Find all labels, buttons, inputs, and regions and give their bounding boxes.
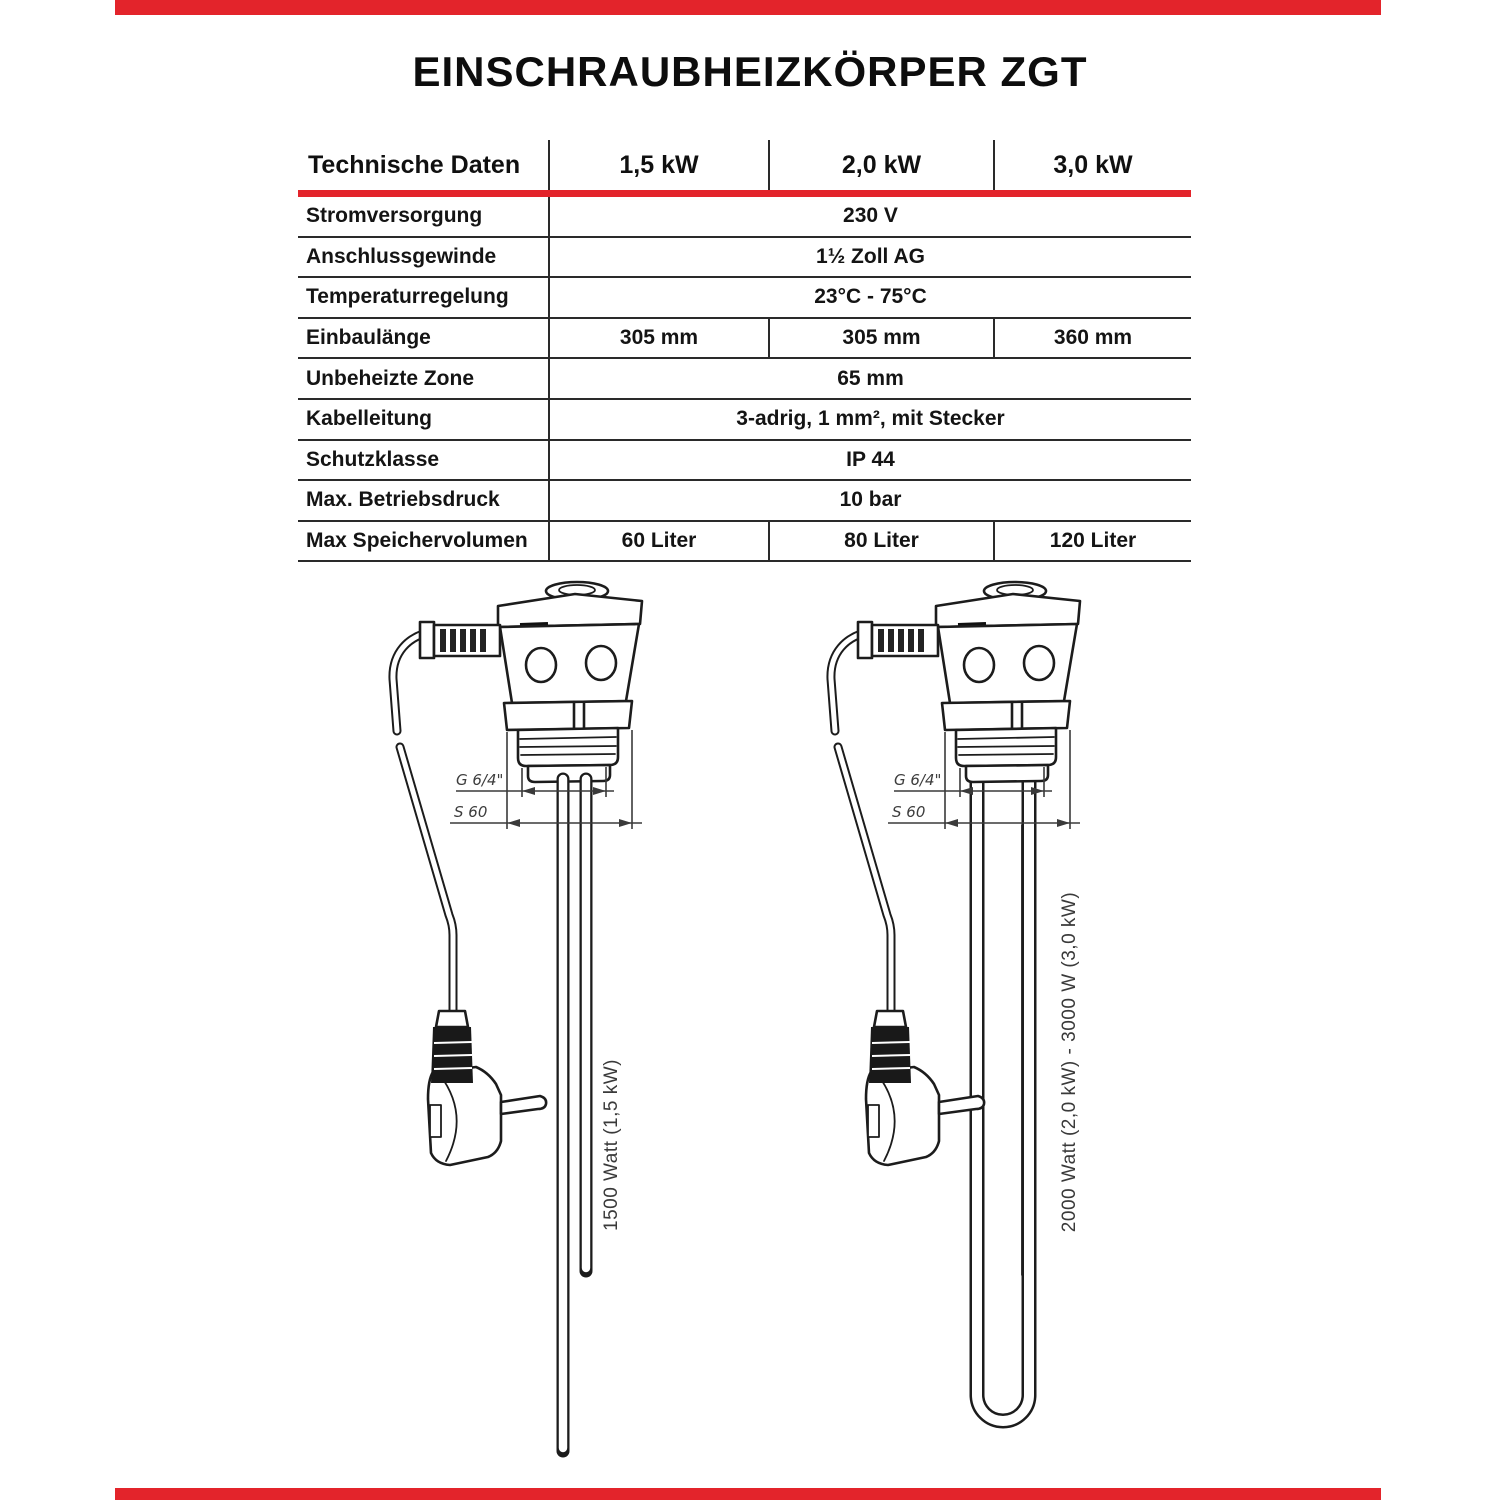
top-red-bar xyxy=(115,0,1381,15)
table-row-kabelleitung xyxy=(298,400,1191,441)
page-title: EINSCHRAUBHEIZKÖRPER ZGT xyxy=(412,48,1088,95)
power-cable xyxy=(831,631,891,1013)
row-label: Temperaturregelung xyxy=(298,278,550,317)
power-label-left: 1500 Watt (1,5 kW) xyxy=(601,1059,622,1231)
row-value: 230 V xyxy=(843,204,898,228)
row-value: 23°C - 75°C xyxy=(814,285,927,309)
row-label: Unbeheizte Zone xyxy=(298,359,550,398)
row-label: Kabelleitung xyxy=(298,400,550,439)
table-row-schutzklasse xyxy=(298,441,1191,482)
row-value-2: 80 Liter xyxy=(770,522,995,561)
table-row-einbaulaenge xyxy=(298,319,1191,360)
hex-nut xyxy=(942,701,1070,730)
thermostat-head xyxy=(858,582,1080,782)
header-red-divider xyxy=(298,190,1191,197)
bottom-red-bar xyxy=(115,1488,1381,1500)
row-label: Anschlussgewinde xyxy=(298,238,550,277)
power-cable xyxy=(393,631,453,1013)
power-label-right: 2000 Watt (2,0 kW) - 3000 W (3,0 kW) xyxy=(1059,891,1080,1233)
schuko-plug xyxy=(866,1011,984,1165)
table-row-max-speichervolumen xyxy=(298,522,1191,563)
schuko-plug xyxy=(428,1011,546,1165)
wrench-dim-label: S 60 xyxy=(454,803,488,821)
row-value: 3-adrig, 1 mm², mit Stecker xyxy=(736,407,1005,431)
tech-data-table xyxy=(298,140,1191,562)
table-row-max-betriebsdruck xyxy=(298,481,1191,522)
drawing-heater-2-3kw xyxy=(808,575,1158,1470)
row-value: IP 44 xyxy=(846,447,895,471)
row-value-1: 60 Liter xyxy=(550,522,770,561)
row-label: Max. Betriebsdruck xyxy=(298,481,550,520)
row-value-3: 360 mm xyxy=(1053,326,1133,350)
plug-pin xyxy=(501,1096,546,1114)
table-header-1-5kw: 1,5 kW xyxy=(550,140,770,190)
table-header-row xyxy=(298,140,1191,190)
thermostat-head xyxy=(420,582,642,782)
table-row-temperaturregelung xyxy=(298,278,1191,319)
row-value: 65 mm xyxy=(837,366,904,390)
hex-nut xyxy=(504,701,632,730)
row-label: Einbaulänge xyxy=(298,319,550,358)
gland-collar xyxy=(420,622,434,658)
row-value-2: 305 mm xyxy=(770,319,995,358)
row-value-3: 120 Liter xyxy=(1049,529,1137,553)
row-label: Schutzklasse xyxy=(298,441,550,480)
thread-dim-label: G 6/4" xyxy=(456,771,504,789)
row-label: Stromversorgung xyxy=(298,197,550,236)
table-header-3-0kw: 3,0 kW xyxy=(1053,150,1133,179)
table-row-stromversorgung xyxy=(298,197,1191,238)
drawing-heater-1-5kw xyxy=(370,575,720,1470)
table-row-unbeheizte-zone xyxy=(298,359,1191,400)
row-value: 10 bar xyxy=(839,488,902,512)
thread-dim-label: G 6/4" xyxy=(894,771,942,789)
table-header-label: Technische Daten xyxy=(298,140,550,190)
table-header-2-0kw: 2,0 kW xyxy=(770,140,995,190)
table-row-anschlussgewinde xyxy=(298,238,1191,279)
row-label: Max Speichervolumen xyxy=(298,522,550,561)
heating-rods xyxy=(563,779,586,1451)
row-value-1: 305 mm xyxy=(550,319,770,358)
row-value: 1½ Zoll AG xyxy=(816,244,925,268)
wrench-dim-label: S 60 xyxy=(892,803,926,821)
gland-collar xyxy=(858,622,872,658)
